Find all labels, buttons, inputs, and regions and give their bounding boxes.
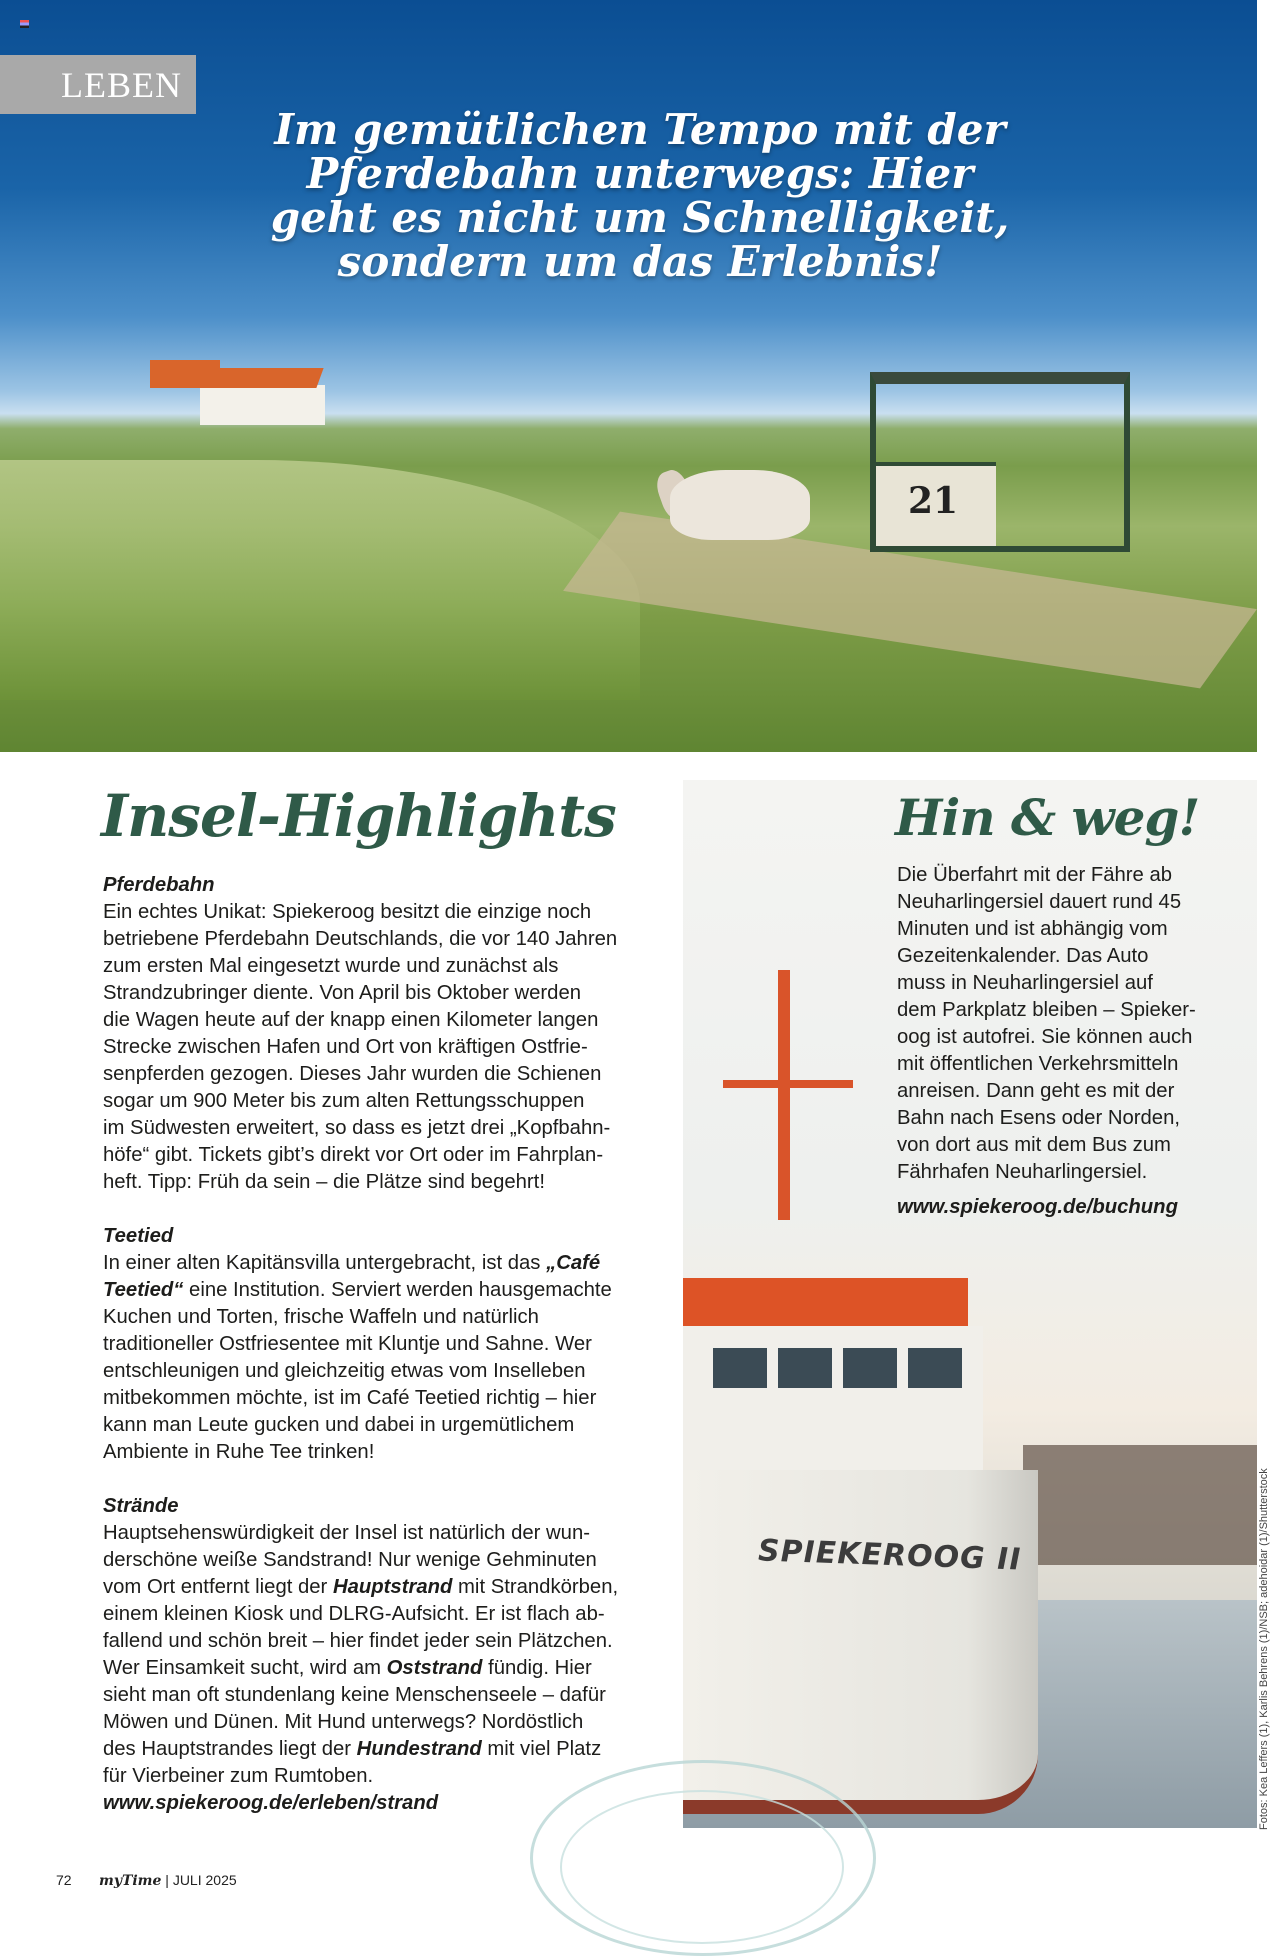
text-line — [103, 1574, 618, 1601]
tram-number: 21 — [908, 480, 959, 522]
text-segment: In einer alten Kapitänsvilla untergebracht, ist das — [103, 1252, 547, 1274]
footer-issue — [99, 1872, 237, 1889]
flag-icon — [20, 20, 29, 28]
text-line: zum ersten Mal eingesetzt wurde und zunächst als — [103, 955, 559, 977]
horse-tram — [870, 372, 1130, 552]
shell-illustration — [560, 1790, 844, 1944]
text-line — [103, 1277, 618, 1304]
paragraph-gap — [103, 1466, 618, 1493]
text-segment: Wer Einsamkeit sucht, wird am — [103, 1657, 387, 1679]
photo-credit: Fotos: Kea Leffers (1), Karlis Behrens (1)/NSB; adehoidar (1)/Shutterstock — [1258, 1468, 1270, 1830]
ship-bridge-roof — [683, 1278, 968, 1326]
text-line: Strandzubringer diente. Von April bis Oktober werden — [103, 982, 582, 1004]
headline-line: geht es nicht um Schnelligkeit, — [270, 193, 1010, 242]
text-line: Minuten und ist abhängig vom — [897, 918, 1168, 940]
text-line: kann man Leute gucken und dabei in urgemütlichem — [103, 1414, 575, 1436]
text-segment: mit Strandkörben, — [452, 1576, 619, 1598]
ship-mast — [778, 970, 790, 1220]
text-line: Die Überfahrt mit der Fähre ab — [897, 864, 1173, 886]
text-line: sogar um 900 Meter bis zum alten Rettungsschuppen — [103, 1090, 585, 1112]
text-line: einem kleinen Kiosk und DLRG-Aufsicht. Er ist flach ab- — [103, 1603, 605, 1625]
text-line: von dort aus mit dem Bus zum — [897, 1134, 1171, 1156]
harbor-town — [1023, 1445, 1257, 1565]
text-segment: mit viel Platz — [481, 1738, 602, 1760]
text-line: höfe“ gibt. Tickets gibt’s direkt vor Ort oder im Fahrplan- — [103, 1144, 604, 1166]
page-title: Insel-Highlights — [101, 782, 616, 850]
text-line: im Südwesten erweitert, so dass es jetzt drei „Kopfbahn- — [103, 1117, 611, 1139]
text-line — [103, 1736, 618, 1763]
page-number: 72 — [56, 1872, 72, 1888]
section-heading: Strände — [103, 1495, 179, 1517]
text-line: traditioneller Ostfriesentee mit Kluntje und Sahne. Wer — [103, 1333, 592, 1355]
text-line: Gezeitenkalender. Das Auto — [897, 945, 1149, 967]
text-line: derschöne weiße Sandstrand! Nur wenige Gehminuten — [103, 1549, 597, 1571]
text-line: betriebene Pferdebahn Deutschlands, die vor 140 Jahren — [103, 928, 618, 950]
sidebar-title: Hin & weg! — [895, 788, 1200, 847]
ship-window — [908, 1348, 962, 1388]
headline-line: Im gemütlichen Tempo mit der — [274, 105, 1006, 154]
horse — [670, 470, 810, 540]
text-line: Ein echtes Unikat: Spiekeroog besitzt die einzige noch — [103, 901, 592, 923]
text-line: Strecke zwischen Hafen und Ort von kräftigen Ostfrie- — [103, 1036, 588, 1058]
text-segment: vom Ort entfernt liegt der — [103, 1576, 333, 1598]
text-line: die Wagen heute auf der knapp einen Kilometer langen — [103, 1009, 599, 1031]
article-body — [103, 872, 618, 1817]
tram-body — [876, 462, 996, 546]
section-label: LEBEN — [0, 55, 196, 114]
text-line: dem Parkplatz bleiben – Spieker- — [897, 999, 1196, 1021]
text-line — [103, 1250, 618, 1277]
sidebar-body — [897, 862, 1196, 1221]
issue-date: | JULI 2025 — [165, 1872, 237, 1888]
reed-grass — [0, 460, 640, 700]
text-line: Fährhafen Neuharlingersiel. — [897, 1161, 1148, 1183]
house — [200, 385, 325, 425]
ship-window — [713, 1348, 767, 1388]
text-line: heft. Tipp: Früh da sein – die Plätze sind begehrt! — [103, 1171, 545, 1193]
text-segment: fündig. Hier — [482, 1657, 592, 1679]
paragraph-gap — [897, 1186, 1196, 1194]
ship-yardarm — [723, 1080, 853, 1088]
text-line: Kuchen und Torten, frische Waffeln und natürlich — [103, 1306, 539, 1328]
booking-link[interactable]: www.spiekeroog.de/buchung — [897, 1196, 1178, 1218]
headline-line: sondern um das Erlebnis! — [337, 237, 943, 286]
text-line: sieht man oft stundenlang keine Menschenseele – dafür — [103, 1684, 606, 1706]
text-line: Hauptsehenswürdigkeit der Insel ist natürlich der wun- — [103, 1522, 590, 1544]
ship-window — [778, 1348, 832, 1388]
bold-term: Hundestrand — [356, 1738, 482, 1760]
hero-headline — [250, 105, 1030, 286]
text-segment: eine Institution. Serviert werden hausgemachte — [183, 1279, 612, 1301]
section-heading: Pferdebahn — [103, 874, 215, 896]
text-line: entschleunigen und gleichzeitig etwas vom Inselleben — [103, 1360, 586, 1382]
ship-window — [843, 1348, 897, 1388]
text-line: senpferden gezogen. Dieses Jahr wurden die Schienen — [103, 1063, 602, 1085]
house-roof — [150, 360, 220, 388]
text-line: Ambiente in Ruhe Tee trinken! — [103, 1441, 375, 1463]
text-line: oog ist autofrei. Sie können auch — [897, 1026, 1193, 1048]
bold-term: Teetied“ — [103, 1279, 184, 1301]
text-line: Bahn nach Esens oder Norden, — [897, 1107, 1180, 1129]
bold-term: Hauptstrand — [332, 1576, 453, 1598]
text-line — [103, 1655, 618, 1682]
headline-line: Pferdebahn unterwegs: Hier — [306, 149, 974, 198]
ship-name: SPIEKEROOG II — [758, 1533, 1022, 1578]
section-heading: Teetied — [103, 1225, 174, 1247]
text-segment: des Hauptstrandes liegt der — [103, 1738, 357, 1760]
text-line: Neuharlingersiel dauert rund 45 — [897, 891, 1182, 913]
text-line: muss in Neuharlingersiel auf — [897, 972, 1153, 994]
section-link[interactable]: www.spiekeroog.de/erleben/strand — [103, 1792, 439, 1814]
house-roof — [206, 368, 323, 388]
text-line: mitbekommen möchte, ist im Café Teetied richtig – hier — [103, 1387, 597, 1409]
text-line: für Vierbeiner zum Rumtoben. — [103, 1765, 374, 1787]
paragraph-gap — [103, 1196, 618, 1223]
bold-term: Oststrand — [386, 1657, 483, 1679]
bold-term: „Café — [546, 1252, 601, 1274]
text-line: mit öffentlichen Verkehrsmitteln — [897, 1053, 1179, 1075]
text-line: Möwen und Dünen. Mit Hund unterwegs? Nordöstlich — [103, 1711, 584, 1733]
text-line: fallend und schön breit – hier findet jeder sein Plätzchen. — [103, 1630, 613, 1652]
brand-logo: myTime — [99, 1873, 162, 1889]
text-line: anreisen. Dann geht es mit der — [897, 1080, 1175, 1102]
